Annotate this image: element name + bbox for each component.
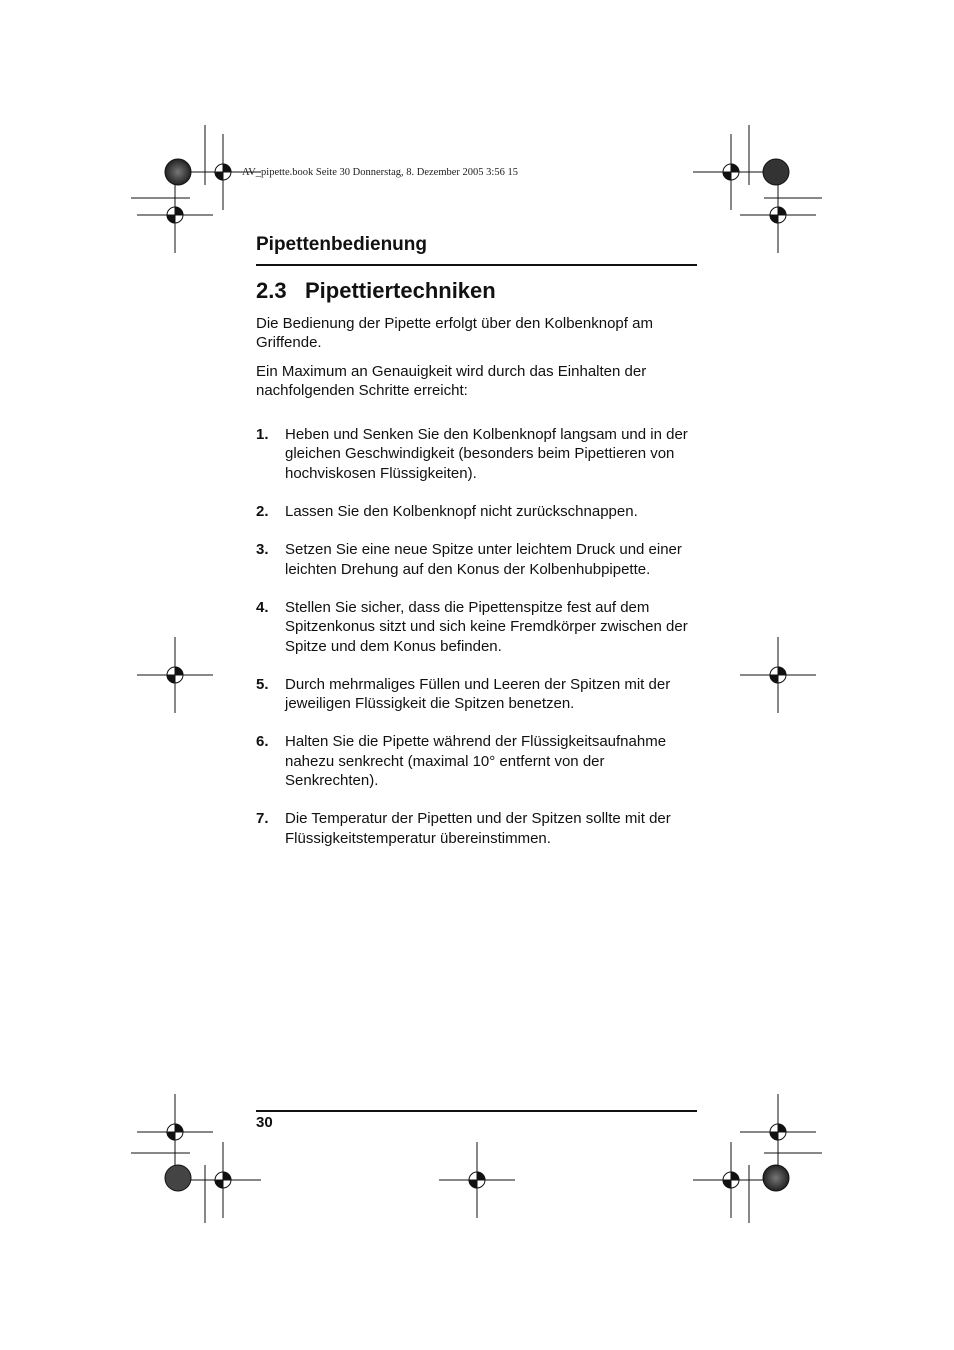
list-item bbox=[256, 502, 701, 521]
step-number: 3. bbox=[256, 541, 269, 559]
step-text: Die Temperatur der Pipetten und der Spitzen sollte mit der Flüssigkeitstemperatur übereinstimmen. bbox=[285, 810, 671, 847]
body-content bbox=[256, 314, 701, 867]
step-text: Stellen Sie sicher, dass die Pipettenspitze fest auf dem Spitzenkonus sitzt und sich keine Fremdkörper zwischen der Spitze und dem Konus befinden. bbox=[285, 598, 688, 655]
page-number: 30 bbox=[256, 1114, 273, 1131]
header-rule bbox=[256, 264, 697, 266]
list-item bbox=[256, 809, 701, 848]
list-item bbox=[256, 732, 701, 790]
step-number: 1. bbox=[256, 426, 269, 444]
list-item bbox=[256, 675, 701, 714]
print-info-line: AV_pipette.book Seite 30 Donnerstag, 8. Dezember 2005 3:56 15 bbox=[242, 167, 518, 178]
step-text: Durch mehrmaliges Füllen und Leeren der Spitzen mit der jeweiligen Flüssigkeit die Spitzen benetzen. bbox=[285, 675, 671, 713]
step-text: Lassen Sie den Kolbenknopf nicht zurückschnappen. bbox=[285, 503, 638, 521]
step-number: 4. bbox=[256, 598, 269, 616]
section-title-text: Pipettiertechniken bbox=[305, 278, 496, 303]
step-text: Setzen Sie eine neue Spitze unter leichtem Druck und einer leichten Drehung auf den Konus der Kolbenhubpipette. bbox=[285, 541, 682, 578]
step-number: 6. bbox=[256, 733, 269, 751]
step-number: 2. bbox=[256, 503, 269, 521]
list-item bbox=[256, 598, 701, 656]
list-item bbox=[256, 540, 701, 579]
step-list bbox=[256, 425, 701, 848]
step-text: Halten Sie die Pipette während der Flüssigkeitsaufnahme nahezu senkrecht (maximal 10° entfernt von der Senkrechten). bbox=[285, 733, 667, 790]
step-number: 7. bbox=[256, 810, 269, 828]
intro-paragraph: Die Bedienung der Pipette erfolgt über den Kolbenknopf am Griffende. bbox=[256, 315, 653, 352]
footer-rule bbox=[256, 1110, 697, 1112]
running-header: Pipettenbedienung bbox=[256, 234, 427, 255]
step-text: Heben und Senken Sie den Kolbenknopf langsam und in der gleichen Geschwindigkeit (besonders beim Pipettieren von hochviskosen Flüssigkeiten). bbox=[285, 426, 688, 482]
step-number: 5. bbox=[256, 675, 269, 693]
intro-paragraph: Ein Maximum an Genauigkeit wird durch das Einhalten der nachfolgenden Schritte erreicht: bbox=[256, 362, 647, 399]
list-item bbox=[256, 425, 701, 483]
section-number: 2.3 bbox=[256, 278, 287, 303]
section-title bbox=[256, 278, 496, 304]
